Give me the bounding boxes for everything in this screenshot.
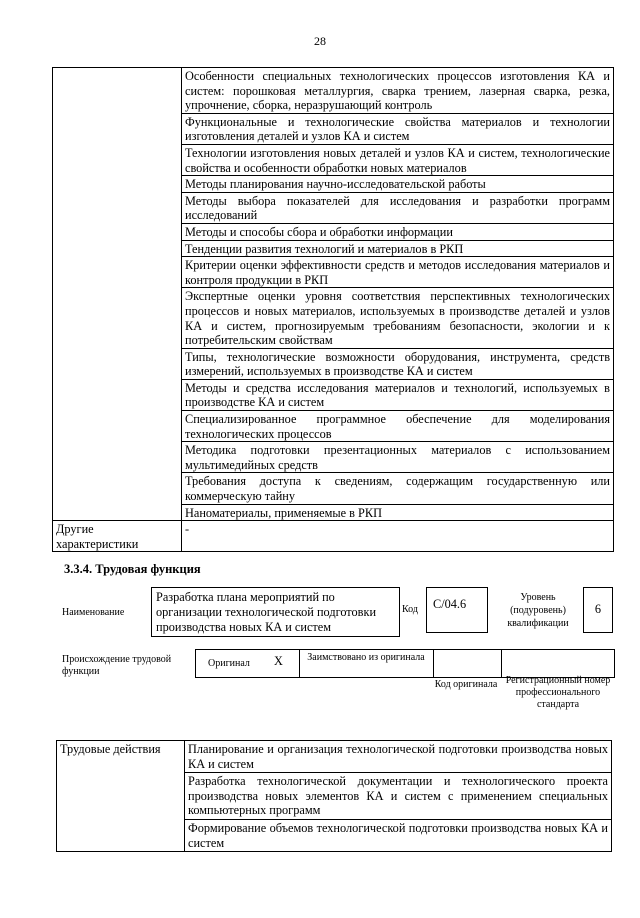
knowledge-item: Функциональные и технологические свойства материалов и технологии изготовления деталей и узлов КА и систем — [182, 114, 613, 145]
section-title: 3.3.4. Трудовая функция — [64, 562, 201, 576]
code-original-caption: Код оригинала — [434, 679, 498, 690]
knowledge-item: Типы, технологические возможности оборудования, инструмента, средств измерений, используемых в производстве КА и систем — [182, 349, 613, 380]
knowledge-item: Наноматериалы, применяемые в РКП — [185, 505, 382, 520]
registration-number-caption: Регистрационный номер профессионального стандарта — [505, 675, 611, 710]
knowledge-item: Тенденции развития технологий и материалов в РКП — [182, 241, 613, 258]
labor-actions-table — [56, 740, 612, 852]
labor-action-item: Формирование объемов технологической подготовки производства новых КА и систем — [185, 819, 612, 851]
knowledge-item: Специализированное программное обеспечение для моделирования технологических процессов — [182, 411, 613, 442]
name-label: Наименование — [62, 607, 125, 618]
level-label: Уровень (подуровень) квалификации — [507, 592, 569, 629]
knowledge-item: Особенности специальных технологических процессов изготовления КА и систем: порошковая металлургия, сварка трением, лазерная сварка, резка, упрочнение, сборка, неразрушающий контроль — [182, 68, 613, 114]
origin-divider — [299, 650, 300, 677]
function-name-box: Разработка плана мероприятий по организации технологической подготовки производства новых КА и систем — [151, 587, 400, 637]
knowledge-items-cell — [182, 68, 614, 521]
knowledge-item: Экспертные оценки уровня соответствия перспективных технологических процессов и новых материалов, используемых в производстве деталей и узлов КА и систем, прогнозируемым требованиям безопасности, экологии и к потребительским свойствам — [182, 288, 613, 348]
knowledge-item: Методы и средства исследования материалов и технологий, используемых в производстве КА и систем — [182, 380, 613, 411]
knowledge-item: Методика подготовки презентационных материалов с использованием мультимедийных средств — [182, 442, 613, 473]
knowledge-items-list — [182, 68, 613, 520]
original-label: Оригинал — [208, 658, 250, 669]
origin-divider — [433, 650, 434, 677]
page-number: 28 — [314, 34, 326, 48]
labor-action-item: Разработка технологической документации и технологического проекта производства новых элементов КА и систем с применением специальных компьютерных программ — [185, 773, 612, 820]
other-characteristics-value: - — [182, 521, 614, 552]
origin-label: Происхождение трудовой функции — [62, 654, 172, 677]
level-value-box: 6 — [583, 587, 613, 633]
knowledge-item: Методы планирования научно-исследовательской работы — [182, 176, 613, 193]
knowledge-label-cell — [53, 68, 182, 521]
original-mark: X — [274, 654, 283, 668]
function-code-box: C/04.6 — [426, 587, 488, 633]
knowledge-item: Технологии изготовления новых деталей и узлов КА и систем, технологические свойства и особенности обработки новых материалов — [182, 145, 613, 176]
knowledge-item: Требования доступа к сведениям, содержащим государственную или коммерческую тайну — [182, 473, 613, 504]
labor-actions-label: Трудовые действия — [57, 741, 185, 852]
knowledge-item: Методы и способы сбора и обработки информации — [182, 224, 613, 241]
knowledge-table — [52, 67, 614, 552]
knowledge-item: Критерии оценки эффективности средств и методов исследования материалов и контроля продукции в РКП — [182, 257, 613, 288]
other-characteristics-label: Другие характеристики — [53, 521, 182, 552]
borrowed-label: Заимствовано из оригинала — [307, 652, 425, 663]
origin-divider — [501, 650, 502, 677]
origin-table — [195, 649, 615, 678]
code-label: Код — [402, 604, 418, 615]
labor-action-item: Планирование и организация технологической подготовки производства новых КА и систем — [185, 741, 612, 773]
knowledge-item: Методы выбора показателей для исследования и разработки программ исследований — [182, 193, 613, 224]
